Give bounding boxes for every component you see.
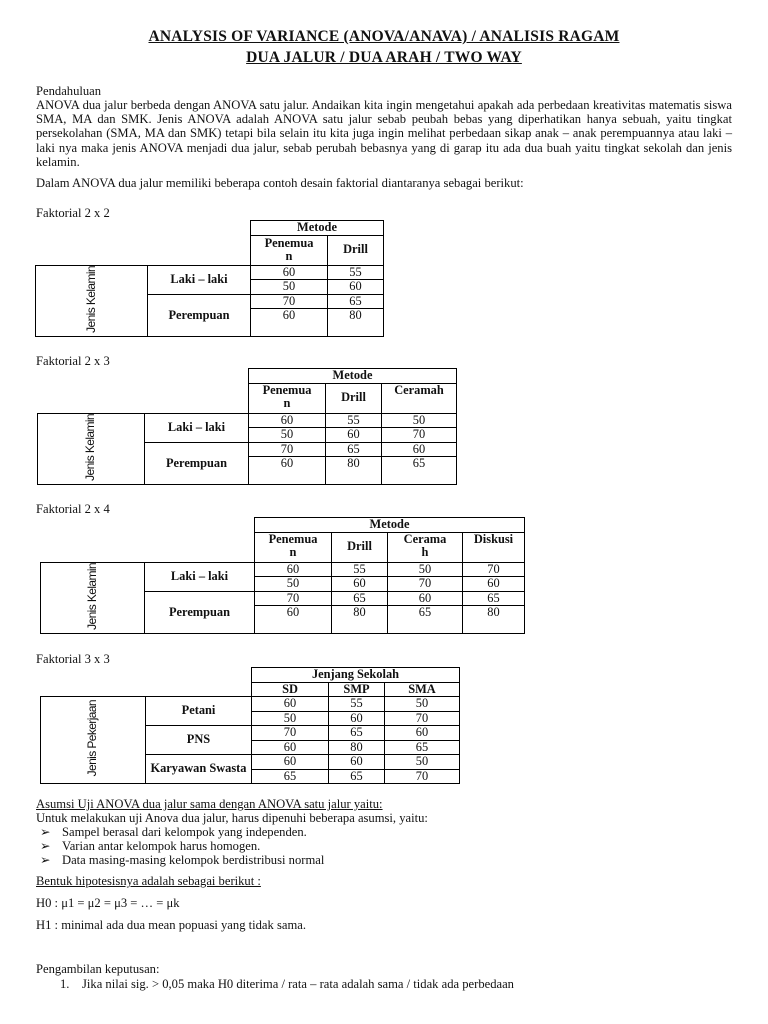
cell: 60	[252, 740, 329, 755]
cell: 60	[251, 309, 328, 337]
keputusan-item-number: 1.	[60, 977, 70, 991]
bullet-arrow-icon: ➢	[40, 825, 51, 839]
cell: 70	[251, 294, 328, 309]
row-label: Laki – laki	[145, 413, 249, 442]
bullet-arrow-icon: ➢	[40, 853, 51, 867]
cell: 50	[251, 280, 328, 295]
col-header: Cerama h	[388, 532, 463, 562]
cell: 80	[326, 457, 382, 485]
row-label: Petani	[146, 697, 252, 726]
table-faktorial-2x3	[37, 368, 457, 485]
hipotesis-heading: Bentuk hipotesisnya adalah sebagai berikut :	[36, 874, 261, 888]
cell: 65	[326, 442, 382, 457]
cell: 50	[255, 577, 332, 592]
cell: 60	[329, 755, 385, 770]
table-faktorial-2x2	[35, 220, 384, 337]
col-header: Drill	[332, 532, 388, 562]
cell: 60	[255, 606, 332, 634]
cell: 50	[382, 413, 457, 428]
cell: 60	[249, 413, 326, 428]
group-header: Metode	[249, 369, 457, 384]
cell: 80	[463, 606, 525, 634]
cell: 65	[382, 457, 457, 485]
cell: 65	[329, 769, 385, 784]
col-header: Penemua n	[249, 383, 326, 413]
col-header: SD	[252, 682, 329, 697]
cell: 60	[328, 280, 384, 295]
row-label: Perempuan	[148, 294, 251, 337]
cell: 60	[385, 726, 460, 741]
cell: 60	[249, 457, 326, 485]
cell: 70	[385, 711, 460, 726]
cell: 65	[328, 294, 384, 309]
cell: 80	[328, 309, 384, 337]
col-header: Penemua n	[255, 532, 332, 562]
cell: 55	[328, 265, 384, 280]
intro-line2: Dalam ANOVA dua jalur memiliki beberapa contoh desain faktorial diantaranya sebagai berikut:	[36, 176, 524, 190]
cell: 60	[251, 265, 328, 280]
hipotesis-h1: H1 : minimal ada dua mean popuasi yang tidak sama.	[36, 918, 306, 932]
table3-label: Faktorial 2 x 4	[36, 502, 110, 516]
hipotesis-h0: H0 : μ1 = μ2 = μ3 = … = μk	[36, 896, 180, 910]
cell: 65	[385, 740, 460, 755]
cell: 70	[255, 591, 332, 606]
keputusan-heading: Pengambilan keputusan:	[36, 962, 160, 976]
side-label: Jenis Kelamin	[36, 265, 148, 337]
row-label: PNS	[146, 726, 252, 755]
cell: 65	[332, 591, 388, 606]
table-faktorial-3x3	[40, 667, 460, 784]
asumsi-item: Sampel berasal dari kelompok yang independen.	[62, 825, 307, 839]
intro-heading: Pendahuluan	[36, 84, 102, 98]
cell: 55	[326, 413, 382, 428]
group-header: Metode	[255, 518, 525, 533]
cell: 50	[388, 562, 463, 577]
cell: 65	[329, 726, 385, 741]
cell: 55	[332, 562, 388, 577]
doc-title-line1: ANALYSIS OF VARIANCE (ANOVA/ANAVA) / ANALISIS RAGAM	[148, 28, 620, 45]
cell: 70	[385, 769, 460, 784]
bullet-arrow-icon: ➢	[40, 839, 51, 853]
cell: 60	[255, 562, 332, 577]
keputusan-item: Jika nilai sig. > 0,05 maka H0 diterima / rata – rata adalah sama / tidak ada perbedaan	[82, 977, 514, 991]
col-header: Penemua n	[251, 235, 328, 265]
cell: 70	[382, 428, 457, 443]
table-faktorial-2x4	[40, 517, 525, 634]
cell: 65	[252, 769, 329, 784]
asumsi-heading: Asumsi Uji ANOVA dua jalur sama dengan ANOVA satu jalur yaitu:	[36, 797, 383, 811]
side-label: Jenis Pekerjaan	[41, 697, 146, 784]
doc-title-line2: DUA JALUR / DUA ARAH / TWO WAY	[246, 49, 522, 66]
cell: 60	[388, 591, 463, 606]
group-header: Jenjang Sekolah	[252, 668, 460, 683]
group-header: Metode	[251, 221, 384, 236]
table2-label: Faktorial 2 x 3	[36, 354, 110, 368]
asumsi-intro: Untuk melakukan uji Anova dua jalur, harus dipenuhi beberapa asumsi, yaitu:	[36, 811, 428, 825]
table1-label: Faktorial 2 x 2	[36, 206, 110, 220]
col-header: Diskusi	[463, 532, 525, 562]
cell: 70	[252, 726, 329, 741]
row-label: Laki – laki	[148, 265, 251, 294]
cell: 50	[385, 697, 460, 712]
cell: 60	[332, 577, 388, 592]
cell: 80	[329, 740, 385, 755]
cell: 50	[385, 755, 460, 770]
cell: 70	[463, 562, 525, 577]
row-label: Laki – laki	[145, 562, 255, 591]
cell: 60	[326, 428, 382, 443]
col-header: Drill	[328, 235, 384, 265]
cell: 65	[388, 606, 463, 634]
intro-paragraph: ANOVA dua jalur berbeda dengan ANOVA satu jalur. Andaikan kita ingin mengetahui apakah ada perbedaan kreativitas matematis siswa SMA, MA dan SMK. Jenis ANOVA adalah ANOVA satu jalur sebab peubah bebas yang diperhatikan hanya sebuah, yaitu tingkat persekolahan (SMA, MA dan SMK) tetapi bila selain itu kita juga ingin melihat perbedaan sikap anak – anak perempuannya atau laki – laki nya maka jenis ANOVA menjadi dua jalur, sebab perubah bebasnya yang di garap itu ada dua buah yaitu tingkat sekolah dan jenis kelamin.	[36, 98, 732, 169]
cell: 55	[329, 697, 385, 712]
row-label: Karyawan Swasta	[146, 755, 252, 784]
row-label: Perempuan	[145, 442, 249, 485]
cell: 50	[252, 711, 329, 726]
side-label: Jenis Kelamin	[38, 413, 145, 485]
cell: 50	[249, 428, 326, 443]
cell: 60	[252, 697, 329, 712]
cell: 70	[388, 577, 463, 592]
row-label: Perempuan	[145, 591, 255, 634]
cell: 80	[332, 606, 388, 634]
cell: 60	[252, 755, 329, 770]
cell: 60	[329, 711, 385, 726]
table4-label: Faktorial 3 x 3	[36, 652, 110, 666]
cell: 60	[382, 442, 457, 457]
col-header: SMA	[385, 682, 460, 697]
cell: 65	[463, 591, 525, 606]
asumsi-item: Data masing-masing kelompok berdistribusi normal	[62, 853, 325, 867]
cell: 60	[463, 577, 525, 592]
cell: 70	[249, 442, 326, 457]
asumsi-item: Varian antar kelompok harus homogen.	[62, 839, 261, 853]
col-header: Drill	[326, 383, 382, 413]
col-header: SMP	[329, 682, 385, 697]
side-label: Jenis Kelamin	[41, 562, 145, 634]
col-header: Ceramah	[382, 383, 457, 413]
